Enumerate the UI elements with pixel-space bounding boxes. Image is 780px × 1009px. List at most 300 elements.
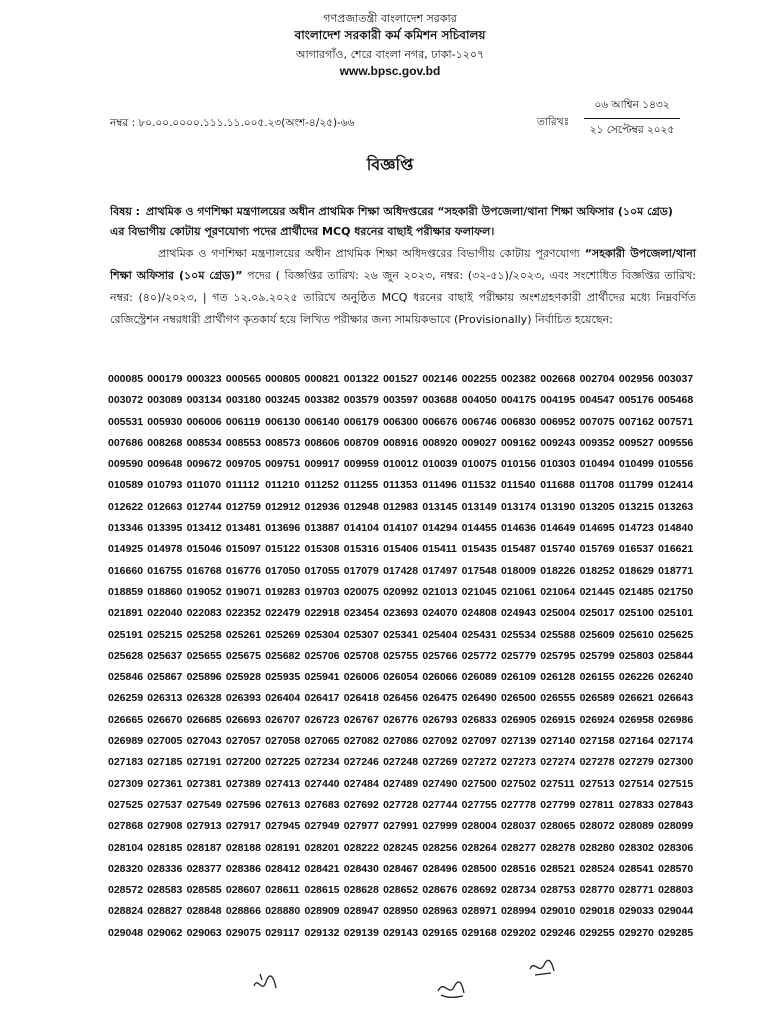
registration-number: 009705 <box>225 458 261 471</box>
registration-number: 027361 <box>147 777 183 790</box>
registration-number: 028994 <box>500 905 537 918</box>
registration-number: 014294 <box>422 522 458 535</box>
registration-number: 027200 <box>225 756 261 769</box>
registration-number: 028278 <box>540 841 576 854</box>
registration-number: 027309 <box>108 777 144 790</box>
registration-number: 027977 <box>343 820 379 833</box>
registration-number: 025637 <box>147 649 183 662</box>
registration-number: 027500 <box>461 777 497 790</box>
registration-number: 027139 <box>500 735 537 748</box>
registration-number: 028185 <box>147 841 183 854</box>
registration-number: 027596 <box>225 798 261 811</box>
registration-number: 025803 <box>618 649 654 662</box>
registration-number: 003579 <box>343 394 379 407</box>
registration-number: 025101 <box>658 607 694 620</box>
registration-number: 003037 <box>658 373 694 385</box>
subject-label: বিষয় : <box>110 205 141 218</box>
registration-number: 028734 <box>500 884 537 897</box>
registration-number: 012414 <box>658 479 694 492</box>
registration-number: 027484 <box>343 777 379 790</box>
registration-number: 028583 <box>147 884 183 897</box>
registration-number: 029062 <box>147 926 183 939</box>
registration-number: 018629 <box>618 564 654 577</box>
registration-number: 006830 <box>500 415 537 428</box>
registration-number: 017055 <box>304 564 340 577</box>
registration-number: 013174 <box>500 500 537 513</box>
registration-number: 027279 <box>618 756 654 769</box>
registration-number: 026006 <box>343 671 379 684</box>
registration-number: 029010 <box>540 905 576 918</box>
registration-number: 026924 <box>579 713 615 726</box>
registration-number: 013887 <box>304 522 340 535</box>
registration-number: 028277 <box>500 841 537 854</box>
subject <box>110 202 690 242</box>
registration-number: 019703 <box>304 585 340 598</box>
registration-number: 029165 <box>422 926 458 939</box>
registration-number: 025928 <box>225 671 261 684</box>
registration-number: 028971 <box>461 905 497 918</box>
registration-number: 026313 <box>147 692 183 705</box>
registration-number: 010589 <box>108 479 144 492</box>
registration-number: 015740 <box>540 543 576 556</box>
registration-number: 025431 <box>461 628 497 641</box>
registration-number: 029063 <box>186 926 222 939</box>
registration-number: 021061 <box>500 585 537 598</box>
date-block <box>584 98 680 140</box>
registration-number: 008920 <box>422 436 458 449</box>
registration-number: 027097 <box>461 735 497 748</box>
registration-number: 026393 <box>225 692 261 705</box>
registration-number: 025004 <box>540 607 576 620</box>
registration-number: 028866 <box>225 905 261 918</box>
registration-number: 028628 <box>343 884 379 897</box>
registration-number: 027513 <box>579 777 615 790</box>
registration-number: 025896 <box>186 671 222 684</box>
registration-number: 028541 <box>618 862 654 875</box>
registration-number: 027908 <box>147 820 183 833</box>
registration-number: 028336 <box>147 862 183 875</box>
registration-number: 027811 <box>579 798 615 811</box>
registration-number: 013190 <box>540 500 576 513</box>
registration-number: 017079 <box>343 564 379 577</box>
registration-number: 025191 <box>108 628 144 641</box>
registration-number: 014925 <box>108 543 144 556</box>
registration-number: 026240 <box>658 671 694 684</box>
registration-number: 011496 <box>422 479 457 492</box>
registration-number: 025755 <box>383 649 419 662</box>
registration-number: 025261 <box>225 628 261 641</box>
registration-number: 027913 <box>186 820 222 833</box>
registration-number: 013481 <box>225 522 261 535</box>
registration-number: 025779 <box>500 649 537 662</box>
registration-number: 028585 <box>186 884 222 897</box>
registration-number: 014649 <box>540 522 576 535</box>
registration-number: 028320 <box>108 862 144 875</box>
registration-number: 003382 <box>304 394 340 407</box>
registration-number: 007162 <box>618 415 654 428</box>
registration-number: 014104 <box>343 522 379 535</box>
registration-number: 026417 <box>304 692 340 705</box>
registration-number: 026589 <box>579 692 615 705</box>
registration-number: 009243 <box>540 436 576 449</box>
registration-number: 028430 <box>343 862 379 875</box>
registration-number: 015769 <box>579 543 615 556</box>
registration-number: 011112 <box>225 479 260 492</box>
registration-number: 006119 <box>225 415 261 428</box>
registration-number: 004547 <box>579 394 615 407</box>
registration-number: 029033 <box>618 905 654 918</box>
registration-number: 025941 <box>304 671 340 684</box>
registration-number: 018226 <box>540 564 576 577</box>
registration-number: 029246 <box>540 926 576 939</box>
registration-number: 026404 <box>265 692 301 705</box>
registration-number: 022083 <box>186 607 222 620</box>
registration-number: 026989 <box>108 735 144 748</box>
notice-body <box>110 243 696 331</box>
registration-number: 027082 <box>343 735 379 748</box>
registration-number: 026128 <box>540 671 576 684</box>
registration-number: 026259 <box>108 692 144 705</box>
registration-number: 027511 <box>540 777 575 790</box>
registration-number: 007686 <box>108 436 144 449</box>
registration-number: 021891 <box>108 607 144 620</box>
registration-number: 025304 <box>304 628 340 641</box>
registration-number: 010499 <box>618 458 654 471</box>
registration-number: 027183 <box>108 756 144 769</box>
registration-number: 027692 <box>343 798 379 811</box>
registration-number: 026793 <box>422 713 458 726</box>
registration-number: 028280 <box>579 841 615 854</box>
registration-number: 018860 <box>147 585 183 598</box>
registration-number: 028065 <box>540 820 576 833</box>
registration-number: 026723 <box>304 713 340 726</box>
date-bangla: ০৬ আশ্বিন ১৪৩২ <box>584 98 680 119</box>
registration-number: 027917 <box>225 820 261 833</box>
registration-number: 029202 <box>500 926 537 939</box>
registration-number: 014455 <box>461 522 497 535</box>
registration-number: 017428 <box>383 564 419 577</box>
registration-number: 000805 <box>265 373 301 385</box>
registration-number: 012983 <box>383 500 419 513</box>
registration-number: 028824 <box>108 905 144 918</box>
registration-number: 002146 <box>422 373 458 385</box>
registration-number: 027945 <box>265 820 301 833</box>
registration-number: 027005 <box>147 735 183 748</box>
registration-number: 028467 <box>383 862 419 875</box>
registration-number: 028880 <box>265 905 301 918</box>
registration-number: 026693 <box>225 713 261 726</box>
registration-number: 026066 <box>422 671 458 684</box>
registration-number: 028652 <box>383 884 419 897</box>
registration-number: 027991 <box>383 820 419 833</box>
registration-number: 025655 <box>186 649 222 662</box>
notice-title: বিজ্ঞপ্তি <box>366 155 414 174</box>
registration-number: 026109 <box>500 671 537 684</box>
registration-number: 017548 <box>461 564 497 577</box>
registration-number: 026776 <box>383 713 419 726</box>
registration-number: 028516 <box>500 862 537 875</box>
registration-number: 028524 <box>579 862 615 875</box>
registration-number: 028947 <box>343 905 379 918</box>
registration-number: 003089 <box>147 394 183 407</box>
registration-number: 019283 <box>265 585 301 598</box>
registration-number: 026665 <box>108 713 144 726</box>
registration-number: 029075 <box>225 926 261 939</box>
registration-number: 001527 <box>383 373 419 385</box>
registration-number: 005531 <box>108 415 144 428</box>
registration-number: 027381 <box>186 777 222 790</box>
registration-number: 014978 <box>147 543 183 556</box>
registration-number: 016768 <box>186 564 222 577</box>
registration-number: 021045 <box>461 585 497 598</box>
registration-number: 027246 <box>343 756 379 769</box>
registration-number: 028421 <box>304 862 340 875</box>
registration-number: 028037 <box>500 820 537 833</box>
registration-number: 026555 <box>540 692 576 705</box>
registration-number: 011688 <box>540 479 575 492</box>
registration-number: 012744 <box>186 500 222 513</box>
registration-number: 027502 <box>500 777 537 790</box>
registration-number: 027300 <box>658 756 694 769</box>
registration-number: 017050 <box>265 564 301 577</box>
registration-number: 028187 <box>186 841 222 854</box>
registration-number: 012663 <box>147 500 183 513</box>
registration-number: 003180 <box>225 394 261 407</box>
registration-number: 003072 <box>108 394 144 407</box>
registration-number: 027728 <box>383 798 419 811</box>
registration-number: 027799 <box>540 798 576 811</box>
registration-number: 013205 <box>579 500 615 513</box>
registration-number: 014723 <box>618 522 654 535</box>
registration-number: 026670 <box>147 713 183 726</box>
registration-number: 005930 <box>147 415 183 428</box>
registration-number: 025766 <box>422 649 458 662</box>
registration-number: 006130 <box>265 415 301 428</box>
registration-number: 029048 <box>108 926 144 939</box>
registration-number: 027949 <box>304 820 340 833</box>
registration-number: 000821 <box>304 373 340 385</box>
registration-number: 019052 <box>186 585 222 598</box>
registration-number: 025772 <box>461 649 497 662</box>
registration-number: 027755 <box>461 798 497 811</box>
registration-number: 027058 <box>265 735 301 748</box>
registration-number: 025625 <box>658 628 694 641</box>
registration-number: 027613 <box>265 798 301 811</box>
registration-number: 020992 <box>383 585 419 598</box>
registration-number: 028302 <box>618 841 654 854</box>
registration-number: 015316 <box>343 543 379 556</box>
registration-number: 029285 <box>658 926 694 939</box>
registration-number: 011799 <box>618 479 654 492</box>
body-part-1: প্রাথমিক ও গণশিক্ষা মন্ত্রণালয়ের অধীন প্রাথমিক শিক্ষা অধিদপ্তরের বিভাগীয় কোটায় পূরণযোগ্য <box>158 247 585 260</box>
registration-number: 000179 <box>147 373 183 385</box>
registration-number: 028827 <box>147 905 183 918</box>
registration-number: 028570 <box>658 862 694 875</box>
registration-number: 025706 <box>304 649 340 662</box>
registration-number: 009672 <box>186 458 222 471</box>
registration-number: 028676 <box>422 884 458 897</box>
registration-number: 025269 <box>265 628 301 641</box>
registration-number: 025215 <box>147 628 183 641</box>
memo-number: নম্বর : ৮০.০০.০০০০.১১১.১১.০০৫.২৩(অংশ-৪/২৫)-৬৬ <box>110 117 355 129</box>
registration-number: 002255 <box>461 373 497 385</box>
registration-number: 013215 <box>618 500 654 513</box>
registration-number: 010156 <box>500 458 537 471</box>
registration-number: 028848 <box>186 905 222 918</box>
registration-number: 026054 <box>383 671 419 684</box>
registration-number: 019071 <box>225 585 261 598</box>
registration-number: 028572 <box>108 884 144 897</box>
registration-number: 025708 <box>343 649 379 662</box>
registration-number: 014636 <box>500 522 537 535</box>
registration-number: 009162 <box>500 436 537 449</box>
registration-number: 012622 <box>108 500 144 513</box>
registration-number: 027269 <box>422 756 458 769</box>
registration-number: 026833 <box>461 713 497 726</box>
registration-number: 004195 <box>540 394 576 407</box>
registration-number: 027274 <box>540 756 576 769</box>
registration-number: 027185 <box>147 756 183 769</box>
registration-number: 025404 <box>422 628 458 641</box>
registration-number: 028099 <box>658 820 694 833</box>
government-name: গণপ্রজাতন্ত্রী বাংলাদেশ সরকার <box>323 12 457 25</box>
registration-number: 011353 <box>383 479 418 492</box>
website-link[interactable]: www.bpsc.gov.bd <box>339 64 441 78</box>
registration-number: 027272 <box>461 756 497 769</box>
registration-number: 028222 <box>343 841 379 854</box>
registration-number: 027999 <box>422 820 458 833</box>
registration-number: 010556 <box>658 458 694 471</box>
registration-number: 016621 <box>658 543 694 556</box>
registration-number: 008709 <box>343 436 379 449</box>
registration-number: 006952 <box>540 415 576 428</box>
registration-number: 027273 <box>500 756 537 769</box>
registration-number: 018859 <box>108 585 144 598</box>
registration-number: 028909 <box>304 905 340 918</box>
registration-number: 027164 <box>618 735 654 748</box>
registration-number: 029143 <box>383 926 419 939</box>
registration-number: 022040 <box>147 607 183 620</box>
registration-number: 009556 <box>658 436 694 449</box>
post-name: “সহকারী উপজেলা/থানা শিক্ষা অফিসার (১০ম গ্রেড)” <box>110 247 696 282</box>
registration-number: 025795 <box>540 649 576 662</box>
registration-number: 011532 <box>461 479 497 492</box>
registration-number: 025258 <box>186 628 222 641</box>
registration-number: 003134 <box>186 394 222 407</box>
registration-number: 009027 <box>461 436 497 449</box>
registration-number: 011255 <box>343 479 379 492</box>
registration-number: 028201 <box>304 841 340 854</box>
registration-number: 006179 <box>343 415 379 428</box>
registration-number: 009527 <box>618 436 654 449</box>
registration-number: 025846 <box>108 671 144 684</box>
registration-number: 028256 <box>422 841 458 854</box>
registration-number: 002382 <box>500 373 537 385</box>
registration-number: 006746 <box>461 415 497 428</box>
registration-number: 026685 <box>186 713 222 726</box>
registration-number: 007075 <box>579 415 615 428</box>
registration-number: 025799 <box>579 649 615 662</box>
registration-number: 005176 <box>618 394 654 407</box>
registration-number: 018009 <box>500 564 537 577</box>
registration-number: 018771 <box>658 564 694 577</box>
registration-number: 014695 <box>579 522 615 535</box>
registration-number: 004175 <box>500 394 537 407</box>
registration-number: 028377 <box>186 862 222 875</box>
registration-number: 025935 <box>265 671 301 684</box>
registration-number: 027225 <box>265 756 301 769</box>
registration-number: 027043 <box>186 735 222 748</box>
registration-number: 026155 <box>579 671 615 684</box>
registration-number: 013412 <box>186 522 222 535</box>
registration-number: 013696 <box>265 522 301 535</box>
registration-number: 028089 <box>618 820 654 833</box>
registration-number: 010039 <box>422 458 458 471</box>
registration-number: 025341 <box>383 628 419 641</box>
registration-number: 028803 <box>658 884 694 897</box>
registration-number: 027683 <box>304 798 340 811</box>
registration-number: 011708 <box>579 479 615 492</box>
registration-number: 026089 <box>461 671 497 684</box>
registration-number: 027413 <box>265 777 301 790</box>
registration-number: 026418 <box>343 692 379 705</box>
registration-number: 026328 <box>186 692 222 705</box>
registration-number: 026621 <box>618 692 654 705</box>
registration-number: 000323 <box>186 373 222 385</box>
registration-number: 028607 <box>225 884 261 897</box>
registration-number: 025588 <box>540 628 576 641</box>
registration-number: 002668 <box>540 373 576 385</box>
registration-number: 021750 <box>658 585 694 598</box>
registration-number: 008573 <box>265 436 301 449</box>
registration-number: 027868 <box>108 820 144 833</box>
registration-number: 023454 <box>343 607 379 620</box>
registration-number: 028950 <box>383 905 419 918</box>
registration-number: 014840 <box>658 522 694 535</box>
registration-number: 012759 <box>225 500 261 513</box>
registration-number: 006140 <box>304 415 340 428</box>
registration-number: 023693 <box>383 607 419 620</box>
registration-number: 007571 <box>658 415 694 428</box>
registration-number: 027490 <box>422 777 458 790</box>
registration-number: 008606 <box>304 436 340 449</box>
registration-number: 022352 <box>225 607 261 620</box>
registration-number: 009648 <box>147 458 183 471</box>
registration-number: 006006 <box>186 415 222 428</box>
subject-text: প্রাথমিক ও গণশিক্ষা মন্ত্রণালয়ের অধীন প্রাথমিক শিক্ষা অধিদপ্তরের “সহকারী উপজেলা/থানা শিক্ষা অফিসার (১০ম গ্রেড) এর বিভাগীয় কোটায় পূরণযোগ্য পদের প্রার্থীদের MCQ ধরনের বাছাই পরীক্ষার ফলাফল। <box>110 205 673 238</box>
registration-number: 010793 <box>147 479 183 492</box>
registration-number: 026226 <box>618 671 654 684</box>
registration-number: 028104 <box>108 841 144 854</box>
registration-number: 025867 <box>147 671 183 684</box>
registration-number: 006300 <box>383 415 419 428</box>
registration-number: 028615 <box>304 884 340 897</box>
registration-number: 025844 <box>658 649 694 662</box>
registration-number: 027278 <box>579 756 615 769</box>
registration-number: 015411 <box>422 543 457 556</box>
registration-number: 021064 <box>540 585 576 598</box>
registration-number: 013395 <box>147 522 183 535</box>
registration-number: 004050 <box>461 394 497 407</box>
registration-number: 027778 <box>500 798 537 811</box>
registration-number: 002956 <box>618 373 654 385</box>
registration-number: 027092 <box>422 735 458 748</box>
registration-number: 013149 <box>461 500 497 513</box>
registration-number: 027248 <box>383 756 419 769</box>
signature-mark-1 <box>250 968 280 998</box>
registration-number: 024943 <box>500 607 537 620</box>
registration-number: 028412 <box>265 862 301 875</box>
